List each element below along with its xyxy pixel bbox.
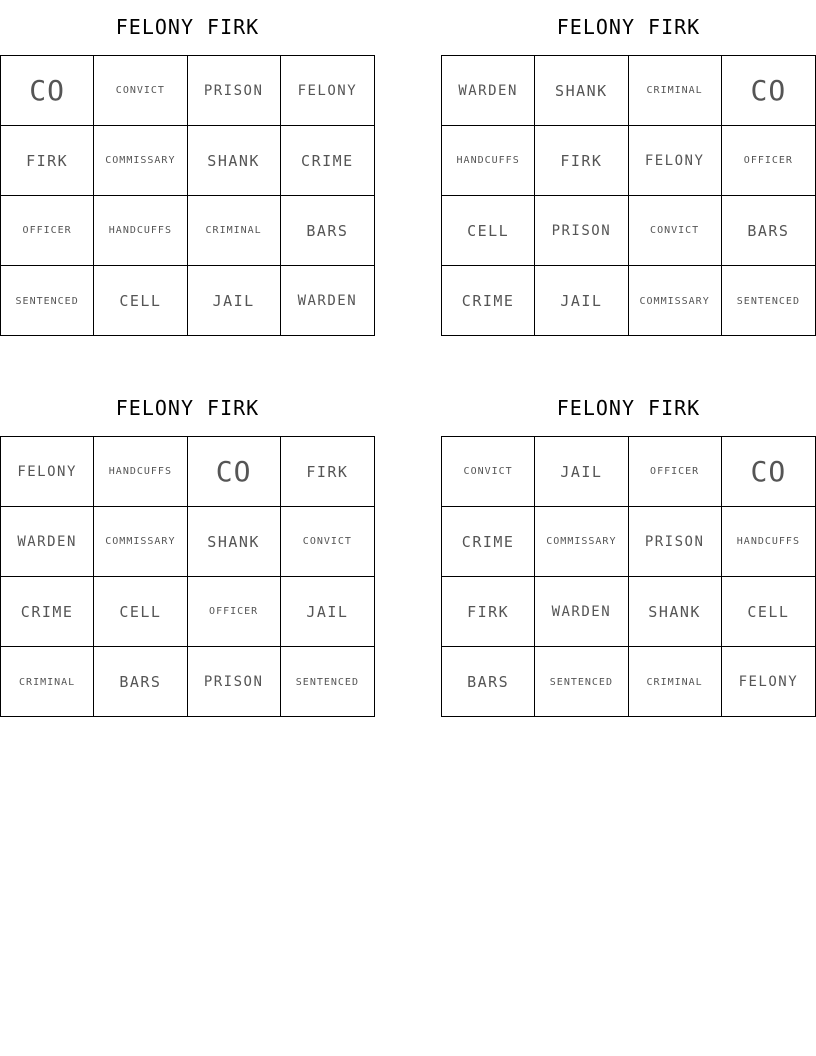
grid-cell: CRIME <box>1 577 94 647</box>
grid-cell: CRIME <box>442 266 535 336</box>
grid-cell: SENTENCED <box>736 295 800 307</box>
grid-cell: SHANK <box>188 126 281 196</box>
grid-cell: CO <box>722 56 815 126</box>
card-title: FELONY FIRK <box>556 15 701 39</box>
grid-cell: CELL <box>722 577 815 647</box>
grid-cell: FIRK <box>442 577 535 647</box>
grid-cell: CRIME <box>442 507 535 577</box>
grid-cell: PRISON <box>535 196 628 266</box>
grid-cell: CO <box>722 437 815 507</box>
bingo-grid <box>0 55 375 336</box>
grid-cell: JAIL <box>535 266 628 336</box>
grid-cell: HANDCUFFS <box>94 437 187 507</box>
grid-cell: JAIL <box>535 437 628 507</box>
grid-cell: SENTENCED <box>295 676 359 688</box>
grid-cell: CO <box>188 437 281 507</box>
grid-cell: CRIMINAL <box>629 647 722 717</box>
grid-cell: FELONY <box>1 437 94 507</box>
card-title: FELONY FIRK <box>115 15 260 39</box>
grid-cell: CRIME <box>281 126 374 196</box>
bingo-card-2 <box>441 0 816 336</box>
grid-cell: CRIMINAL <box>1 647 94 717</box>
grid-cell: OFFICER <box>1 196 94 266</box>
grid-cell: BARS <box>94 647 187 717</box>
grid-cell: WARDEN <box>297 293 358 309</box>
grid-cell: SHANK <box>629 577 722 647</box>
grid-cell: CONVICT <box>442 437 535 507</box>
grid-cell: PRISON <box>188 56 281 126</box>
grid-cell: CONVICT <box>94 56 187 126</box>
grid-cell: COMMISSARY <box>94 126 187 196</box>
grid-cell: FIRK <box>535 126 628 196</box>
grid-cell: CONVICT <box>629 196 722 266</box>
grid-cell: FELONY <box>281 56 374 126</box>
bingo-grid <box>0 436 375 717</box>
grid-cell: PRISON <box>629 507 722 577</box>
grid-cell: BARS <box>722 196 815 266</box>
bingo-grid <box>441 436 816 717</box>
grid-cell: OFFICER <box>188 577 281 647</box>
grid-cell: CELL <box>442 196 535 266</box>
grid-cell: OFFICER <box>629 437 722 507</box>
grid-cell: HANDCUFFS <box>442 126 535 196</box>
grid-cell: HANDCUFFS <box>722 507 815 577</box>
grid-cell: CONVICT <box>281 507 374 577</box>
grid-cell: FELONY <box>738 674 799 690</box>
bingo-grid <box>441 55 816 336</box>
grid-cell: SENTENCED <box>535 647 628 717</box>
bingo-card-1 <box>0 0 375 336</box>
grid-cell: WARDEN <box>1 507 94 577</box>
grid-cell: JAIL <box>281 577 374 647</box>
grid-cell: WARDEN <box>535 577 628 647</box>
grid-cell: FIRK <box>281 437 374 507</box>
grid-cell: CRIMINAL <box>188 196 281 266</box>
grid-cell: WARDEN <box>442 56 535 126</box>
grid-cell: FELONY <box>629 126 722 196</box>
grid-cell: FIRK <box>1 126 94 196</box>
grid-cell: CELL <box>94 266 187 336</box>
card-title: FELONY FIRK <box>556 396 701 420</box>
grid-cell: COMMISSARY <box>629 266 722 336</box>
grid-cell: COMMISSARY <box>535 507 628 577</box>
grid-cell: SHANK <box>188 507 281 577</box>
grid-cell: CRIMINAL <box>629 56 722 126</box>
grid-cell: SHANK <box>535 56 628 126</box>
grid-cell: HANDCUFFS <box>94 196 187 266</box>
grid-cell: COMMISSARY <box>94 507 187 577</box>
grid-cell: CELL <box>94 577 187 647</box>
grid-cell: OFFICER <box>722 126 815 196</box>
grid-cell: JAIL <box>188 266 281 336</box>
grid-cell: BARS <box>281 196 374 266</box>
grid-cell: SENTENCED <box>1 266 94 336</box>
card-title: FELONY FIRK <box>115 396 260 420</box>
bingo-card-4 <box>441 381 816 717</box>
grid-cell: CO <box>1 56 94 126</box>
grid-cell: BARS <box>442 647 535 717</box>
grid-cell: PRISON <box>188 647 281 717</box>
bingo-card-3 <box>0 381 375 717</box>
